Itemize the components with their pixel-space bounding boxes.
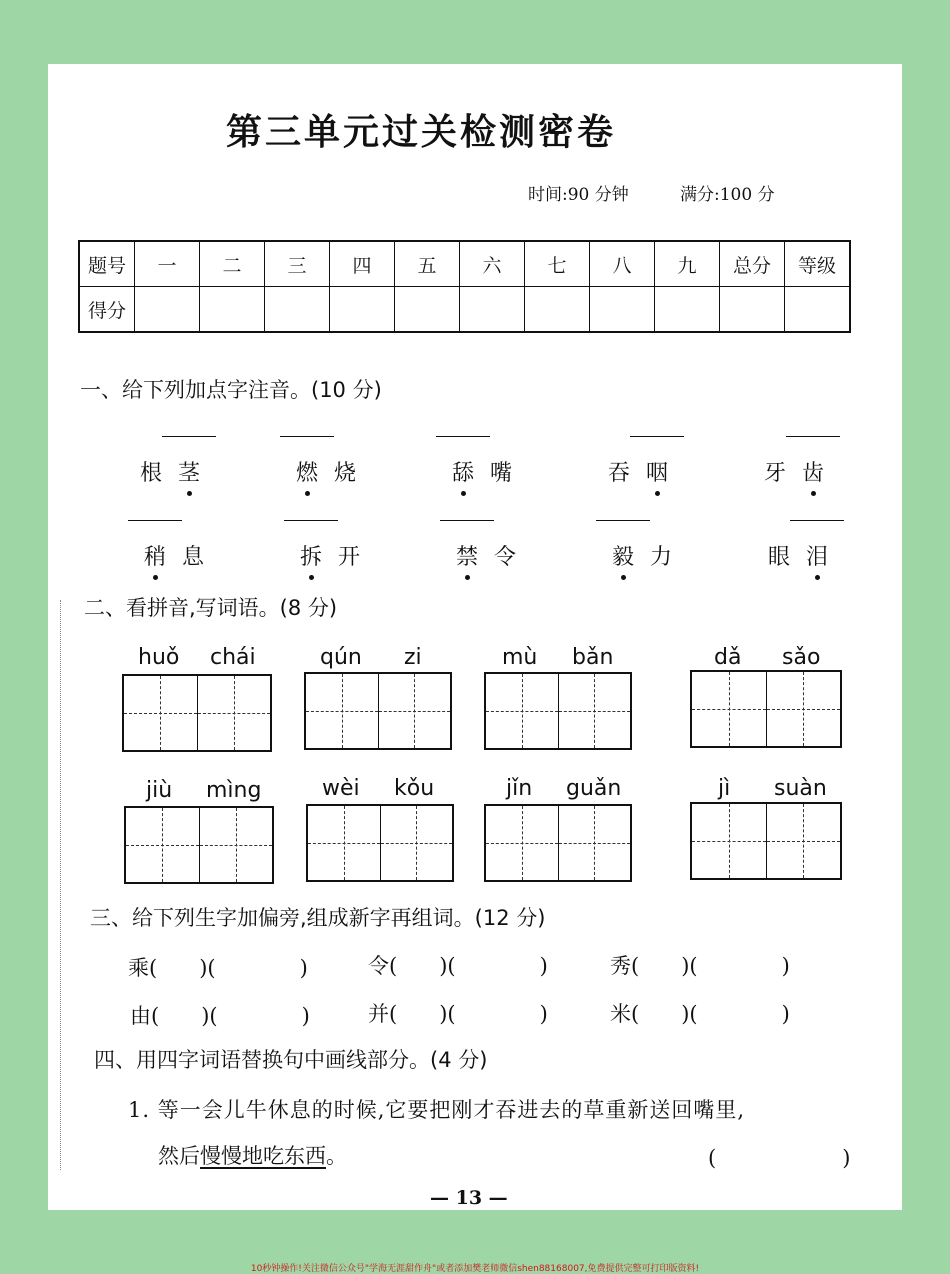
q1-underlined-phrase: 慢慢地吃东西	[200, 1144, 326, 1168]
section3-item[interactable]: 米( )( )	[610, 1002, 790, 1026]
pinyin-2b: zi	[404, 645, 422, 670]
section3-heading: 三、给下列生字加偏旁,组成新字再组词。(12 分)	[90, 906, 546, 930]
score-table-cell: 一	[135, 241, 200, 287]
score-input-cell[interactable]	[330, 287, 395, 333]
character: 根	[139, 461, 162, 486]
score-table-cell: 总分	[720, 241, 785, 287]
word-pair	[600, 456, 676, 487]
dotted-character: 毅	[604, 540, 642, 571]
dotted-character: 泪	[798, 540, 836, 571]
writing-grid[interactable]	[690, 802, 842, 880]
pinyin-6b: kǒu	[394, 776, 435, 801]
score-input-cell[interactable]	[525, 287, 590, 333]
section1-heading: 一、给下列加点字注音。(10 分)	[80, 378, 382, 402]
writing-grid[interactable]	[124, 806, 274, 884]
word-pair	[136, 540, 212, 571]
pinyin-7b: guǎn	[566, 776, 622, 801]
dotted-character: 禁	[448, 540, 486, 571]
score-table-score-row	[79, 287, 850, 333]
section2-heading: 二、看拼音,写词语。(8 分)	[84, 596, 338, 620]
q1-prefix: 然后	[158, 1144, 200, 1168]
word-pair	[760, 540, 836, 571]
writing-grid[interactable]	[484, 672, 632, 750]
character: 牙	[763, 461, 786, 486]
character: 烧	[333, 461, 356, 486]
section1-row2	[136, 540, 916, 571]
dotted-character: 齿	[794, 456, 832, 487]
score-input-cell[interactable]	[720, 287, 785, 333]
dotted-character: 燃	[288, 456, 326, 487]
score-table-cell: 题号	[79, 241, 135, 287]
worksheet-page	[48, 64, 902, 1210]
writing-grid[interactable]	[306, 804, 454, 882]
score-table-cell: 八	[590, 241, 655, 287]
score-table-cell: 二	[200, 241, 265, 287]
writing-grid[interactable]	[122, 674, 272, 752]
score-table-cell: 九	[655, 241, 720, 287]
section1-row1	[132, 456, 912, 487]
footer-note: 10秒钟操作!关注微信公众号"学海无涯甜作舟"或者添加樊老师微信shen88168007,免费提供完整可打印版资料!	[250, 1264, 700, 1274]
q1-suffix: 。	[326, 1144, 347, 1168]
page-title: 第三单元过关检测密卷	[226, 112, 617, 153]
character: 吞	[607, 461, 630, 486]
writing-grid[interactable]	[304, 672, 452, 750]
score-table-cell: 得分	[79, 287, 135, 333]
question-1-line2	[158, 1140, 347, 1170]
score-input-cell[interactable]	[655, 287, 720, 333]
dotted-character: 稍	[136, 540, 174, 571]
writing-grid[interactable]	[690, 670, 842, 748]
score-table	[78, 240, 851, 333]
score-input-cell[interactable]	[460, 287, 525, 333]
dotted-character: 咽	[638, 456, 676, 487]
character: 眼	[767, 545, 790, 570]
pinyin-4a: dǎ	[714, 645, 742, 670]
character: 息	[181, 545, 204, 570]
section3-item[interactable]: 由( )( )	[130, 1004, 310, 1028]
binding-margin-line	[60, 600, 61, 1170]
section3-item[interactable]: 并( )( )	[368, 1002, 548, 1026]
word-pair	[756, 456, 832, 487]
character: 力	[649, 545, 672, 570]
score-table-cell: 五	[395, 241, 460, 287]
score-input-cell[interactable]	[785, 287, 851, 333]
pinyin-2a: qún	[320, 645, 362, 670]
word-pair	[288, 456, 364, 487]
section4-heading: 四、用四字词语替换句中画线部分。(4 分)	[94, 1048, 488, 1072]
word-pair	[448, 540, 524, 571]
score-table-cell: 七	[525, 241, 590, 287]
score-input-cell[interactable]	[590, 287, 655, 333]
question-1-line1: 1. 等一会儿牛休息的时候,它要把刚才吞进去的草重新送回嘴里,	[128, 1098, 746, 1122]
pinyin-5a: jiù	[146, 778, 173, 803]
dotted-character: 拆	[292, 540, 330, 571]
word-pair	[292, 540, 368, 571]
character: 开	[337, 545, 360, 570]
score-input-cell[interactable]	[200, 287, 265, 333]
pinyin-5b: mìng	[206, 778, 262, 803]
pinyin-8a: jì	[718, 776, 731, 801]
dotted-character: 茎	[170, 456, 208, 487]
character: 令	[493, 545, 516, 570]
dotted-character: 舔	[444, 456, 482, 487]
score-table-cell: 六	[460, 241, 525, 287]
score-input-cell[interactable]	[265, 287, 330, 333]
section3-item[interactable]: 乘( )( )	[128, 956, 308, 980]
character: 嘴	[489, 461, 512, 486]
pinyin-3a: mù	[502, 645, 538, 670]
score-input-cell[interactable]	[395, 287, 460, 333]
pinyin-6a: wèi	[322, 776, 360, 801]
score-table-cell: 三	[265, 241, 330, 287]
pinyin-3b: bǎn	[572, 645, 614, 670]
score-table-cell: 等级	[785, 241, 851, 287]
answer-parentheses[interactable]: ( )	[708, 1146, 851, 1170]
score-input-cell[interactable]	[135, 287, 200, 333]
page-number: — 13 —	[430, 1187, 508, 1209]
section3-item[interactable]: 令( )( )	[368, 954, 548, 978]
section3-item[interactable]: 秀( )( )	[610, 954, 790, 978]
full-score-label: 满分:100 分	[680, 185, 775, 205]
time-label: 时间:90 分钟	[528, 185, 629, 205]
score-table-header-row	[79, 241, 850, 287]
pinyin-7a: jǐn	[506, 776, 533, 801]
word-pair	[132, 456, 208, 487]
score-table-cell: 四	[330, 241, 395, 287]
pinyin-1a: huǒ	[138, 645, 180, 670]
pinyin-4b: sǎo	[782, 645, 821, 670]
word-pair	[444, 456, 520, 487]
writing-grid[interactable]	[484, 804, 632, 882]
word-pair	[604, 540, 680, 571]
pinyin-1b: chái	[210, 645, 256, 670]
pinyin-8b: suàn	[774, 776, 827, 801]
